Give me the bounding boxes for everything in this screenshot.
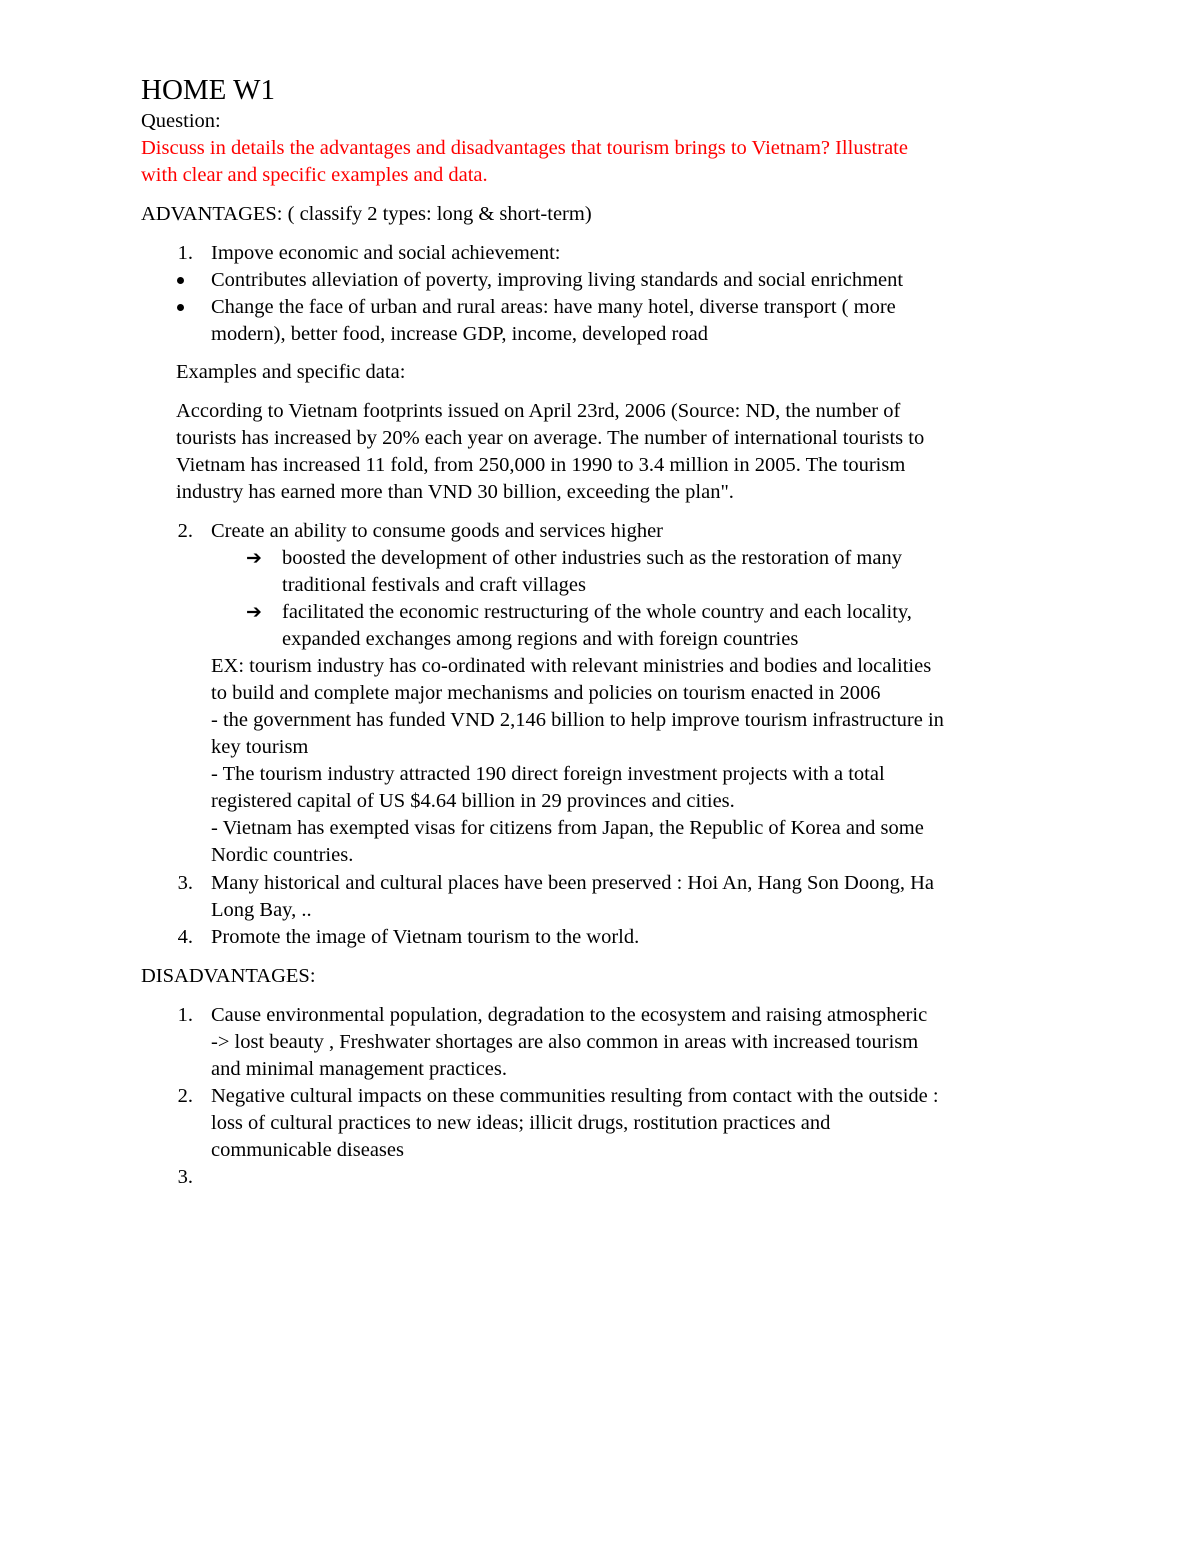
bullet-text-line: Change the face of urban and rural areas: have many hotel, diverse transport ( more — [211, 296, 896, 318]
examples-text-line: Vietnam has increased 11 fold, from 250,000 in 1990 to 3.4 million in 2005. The tourism — [176, 454, 906, 476]
examples-label: Examples and specific data: — [176, 361, 406, 383]
examples-text-line: tourists has increased by 20% each year on average. The number of international tourists to — [176, 427, 925, 449]
detail-text-line: Nordic countries. — [211, 844, 354, 866]
arrow-text-line: expanded exchanges among regions and with foreign countries — [282, 628, 799, 650]
advantages-heading: ADVANTAGES: ( classify 2 types: long & short-term) — [141, 203, 592, 225]
disadvantage-item-text: -> lost beauty , Freshwater shortages are also common in areas with increased tourism — [211, 1031, 919, 1053]
examples-text-line: industry has earned more than VND 30 billion, exceeding the plan". — [176, 481, 734, 503]
disadvantage-item-text: Cause environmental population, degradation to the ecosystem and raising atmospheric — [211, 1004, 928, 1026]
disadvantages-heading: DISADVANTAGES: — [141, 965, 316, 987]
detail-text-line: to build and complete major mechanisms and policies on tourism enacted in 2006 — [211, 682, 881, 704]
list-number: 2. — [177, 1085, 193, 1107]
arrow-text-line: facilitated the economic restructuring of the whole country and each locality, — [282, 601, 912, 623]
list-number: 3. — [177, 1166, 193, 1188]
detail-text-line: - Vietnam has exempted visas for citizens from Japan, the Republic of Korea and some — [211, 817, 924, 839]
detail-text-line: key tourism — [211, 736, 309, 758]
examples-text-line: According to Vietnam footprints issued on April 23rd, 2006 (Source: ND, the number of — [176, 400, 901, 422]
advantage-item-text: Promote the image of Vietnam tourism to the world. — [211, 926, 640, 948]
list-number: 3. — [177, 872, 193, 894]
arrow-text-line: boosted the development of other industries such as the restoration of many — [282, 547, 902, 569]
bullet-text-line: Contributes alleviation of poverty, improving living standards and social enrichment — [211, 269, 904, 291]
detail-text-line: EX: tourism industry has co-ordinated with relevant ministries and bodies and localities — [211, 655, 932, 677]
list-number: 1. — [177, 1004, 193, 1026]
detail-text-line: - The tourism industry attracted 190 direct foreign investment projects with a total — [211, 763, 885, 785]
document-title: HOME W1 — [141, 74, 275, 106]
question-text-line: with clear and specific examples and data. — [141, 164, 488, 186]
list-number: 1. — [177, 242, 193, 264]
question-label: Question: — [141, 110, 221, 132]
disadvantage-item-text: loss of cultural practices to new ideas; illicit drugs, rostitution practices and — [211, 1112, 831, 1134]
list-number: 4. — [177, 926, 193, 948]
disadvantage-item-text: Negative cultural impacts on these communities resulting from contact with the outside : — [211, 1085, 939, 1107]
advantage-item-text: Create an ability to consume goods and services higher — [211, 520, 664, 542]
bullet-text-line: modern), better food, increase GDP, income, developed road — [211, 323, 708, 345]
disadvantage-item-text: communicable diseases — [211, 1139, 404, 1161]
detail-text-line: registered capital of US $4.64 billion in 29 provinces and cities. — [211, 790, 735, 812]
arrow-text-line: traditional festivals and craft villages — [282, 574, 586, 596]
disadvantage-item-text: and minimal management practices. — [211, 1058, 507, 1080]
bullet-icon — [177, 277, 184, 284]
right-arrow-icon: ➔ — [246, 547, 262, 569]
question-text-line: Discuss in details the advantages and disadvantages that tourism brings to Vietnam? Illustrate — [141, 137, 908, 159]
advantage-item-text: Long Bay, .. — [211, 899, 312, 921]
advantage-item-text: Impove economic and social achievement: — [211, 242, 561, 264]
right-arrow-icon: ➔ — [246, 601, 262, 623]
advantage-item-text: Many historical and cultural places have been preserved : Hoi An, Hang Son Doong, Ha — [211, 872, 934, 894]
detail-text-line: - the government has funded VND 2,146 billion to help improve tourism infrastructure in — [211, 709, 944, 731]
bullet-icon — [177, 304, 184, 311]
list-number: 2. — [177, 520, 193, 542]
